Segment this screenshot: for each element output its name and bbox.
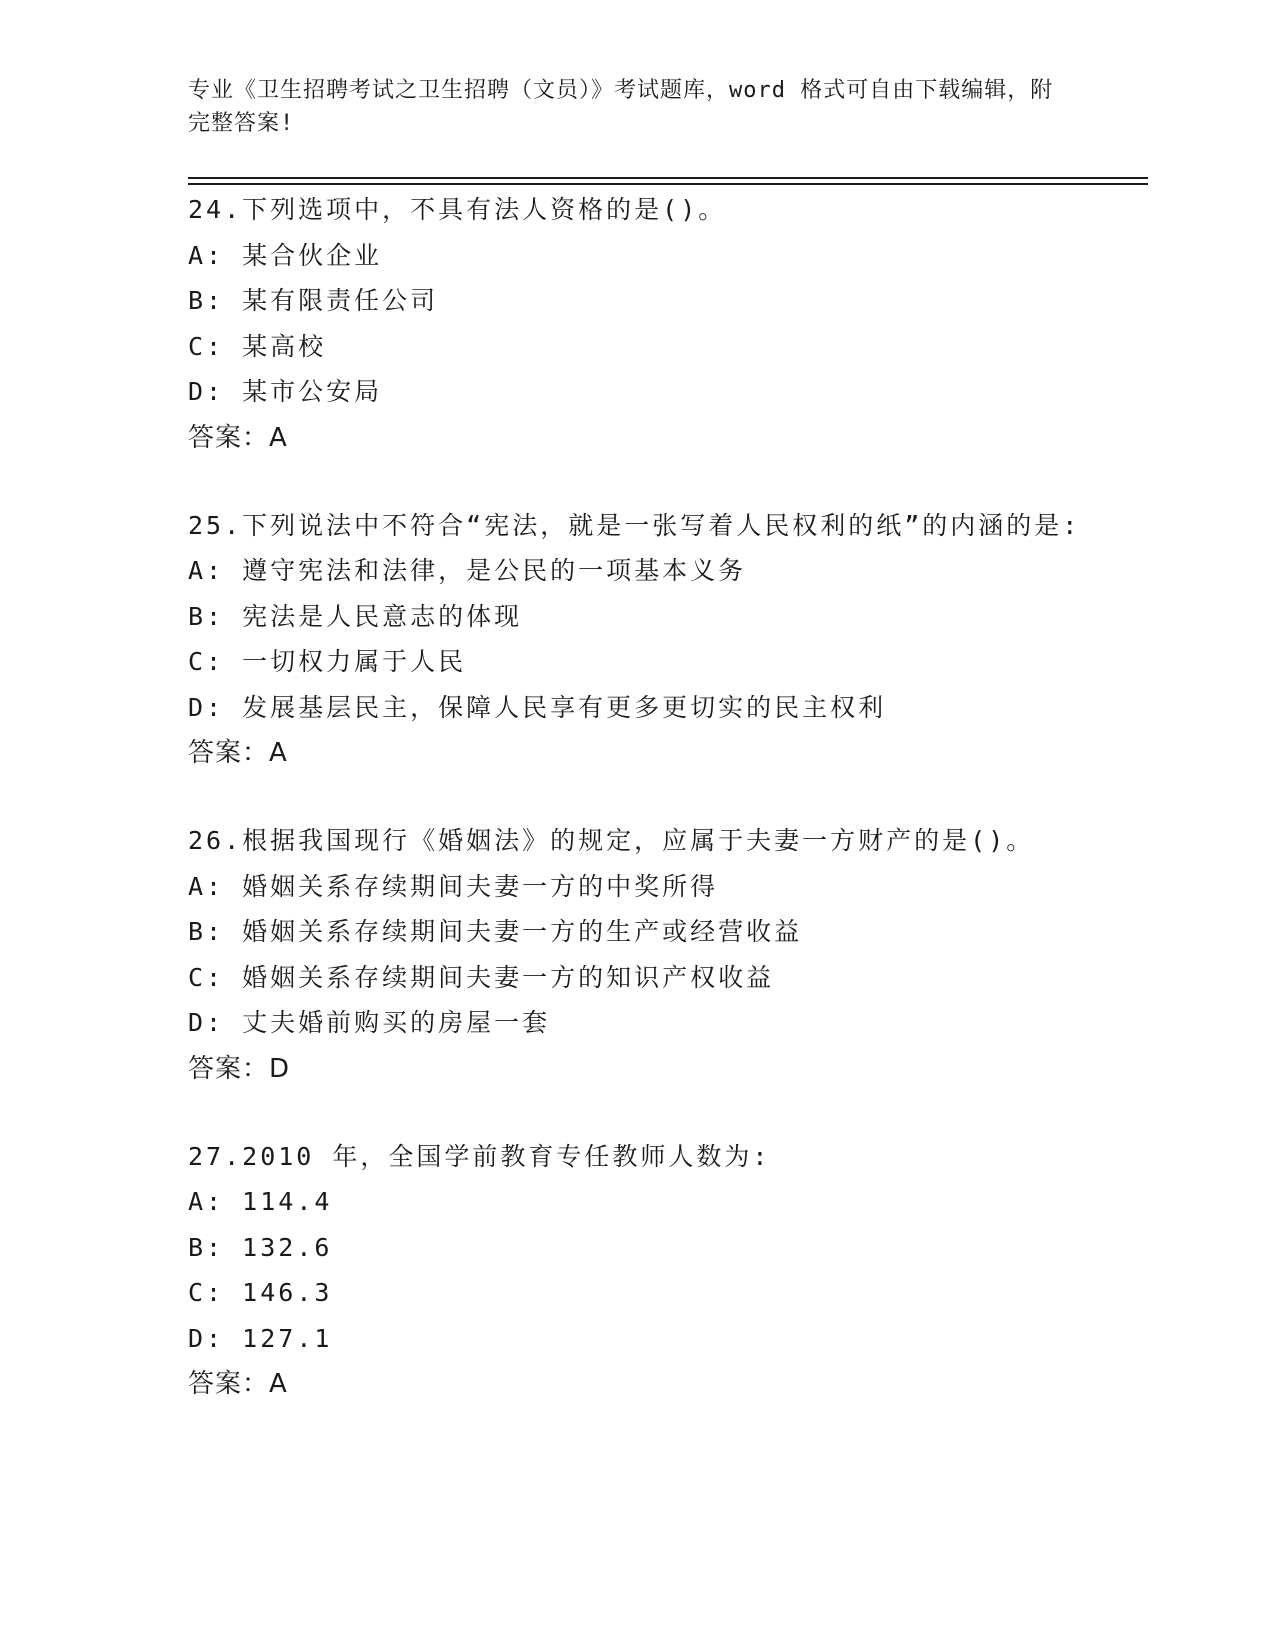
option-text: 146.3: [242, 1278, 333, 1307]
option-c: [188, 1270, 1148, 1316]
option-text: 婚姻关系存续期间夫妻一方的中奖所得: [242, 871, 719, 901]
option-text: 婚姻关系存续期间夫妻一方的生产或经营收益: [242, 917, 803, 946]
option-text: 114.4: [242, 1187, 333, 1216]
option-text: 某有限责任公司: [242, 286, 439, 315]
option-label: D:: [188, 377, 225, 406]
option-d: [188, 369, 1148, 415]
option-text: 丈夫婚前购买的房屋一套: [242, 1008, 551, 1037]
option-label: B:: [188, 917, 225, 946]
question-26: [188, 818, 1148, 1092]
question-stem: 24.下列选项中，不具有法人资格的是()。: [188, 195, 727, 224]
option-label: A:: [188, 556, 225, 585]
option-c: [188, 639, 1148, 685]
option-text: 127.1: [242, 1323, 333, 1353]
option-label: B:: [188, 601, 225, 631]
option-text: 某高校: [242, 331, 327, 361]
option-text: 发展基层民主，保障人民享有更多更切实的民主权利: [242, 692, 887, 722]
option-label: A:: [188, 871, 225, 901]
option-b: [188, 909, 1148, 955]
option-d: [188, 1000, 1148, 1046]
option-label: D:: [188, 1008, 225, 1037]
header-divider-top: [188, 177, 1148, 179]
option-d: [188, 685, 1148, 731]
option-label: A:: [188, 240, 225, 270]
option-b: [188, 594, 1148, 640]
option-label: A:: [188, 1187, 225, 1216]
answer-line: 答案：A: [188, 422, 288, 453]
question-24: [188, 187, 1148, 461]
option-text: 某合伙企业: [242, 240, 383, 270]
option-label: B:: [188, 286, 225, 315]
option-label: B:: [188, 1232, 225, 1262]
option-a: [188, 233, 1148, 279]
option-text: 132.6: [242, 1232, 333, 1262]
option-label: C:: [188, 647, 225, 676]
option-text: 一切权力属于人民: [242, 647, 467, 676]
question-stem: 26.根据我国现行《婚姻法》的规定，应属于夫妻一方财产的是()。: [188, 826, 1035, 855]
option-d: [188, 1316, 1148, 1362]
question-27: [188, 1134, 1148, 1408]
document-header: 专业《卫生招聘考试之卫生招聘（文员）》考试题库，word 格式可自由下载编辑，附完整答案!: [188, 78, 1054, 136]
answer-line: 答案：A: [188, 1369, 288, 1399]
option-text: 婚姻关系存续期间夫妻一方的知识产权收益: [242, 962, 775, 992]
option-label: D:: [188, 692, 225, 722]
option-text: 某市公安局: [242, 377, 383, 406]
option-c: [188, 955, 1148, 1001]
question-list: [188, 187, 1148, 1449]
option-label: C:: [188, 1278, 225, 1307]
option-label: C:: [188, 331, 225, 361]
option-a: [188, 548, 1148, 594]
answer-line: 答案：A: [188, 738, 288, 768]
question-stem: 27.2010 年，全国学前教育专任教师人数为:: [188, 1141, 771, 1171]
option-a: [188, 1179, 1148, 1225]
option-label: D:: [188, 1323, 225, 1353]
option-text: 遵守宪法和法律，是公民的一项基本义务: [242, 556, 747, 585]
question-stem: 25.下列说法中不符合“宪法，就是一张写着人民权利的纸”的内涵的是:: [188, 510, 1081, 540]
option-c: [188, 324, 1148, 370]
option-b: [188, 278, 1148, 324]
answer-line: 答案：D: [188, 1053, 291, 1084]
option-a: [188, 864, 1148, 910]
question-25: [188, 503, 1148, 777]
option-text: 宪法是人民意志的体现: [242, 601, 523, 631]
header-divider-bottom: [188, 183, 1148, 185]
option-b: [188, 1225, 1148, 1271]
option-label: C:: [188, 962, 225, 992]
